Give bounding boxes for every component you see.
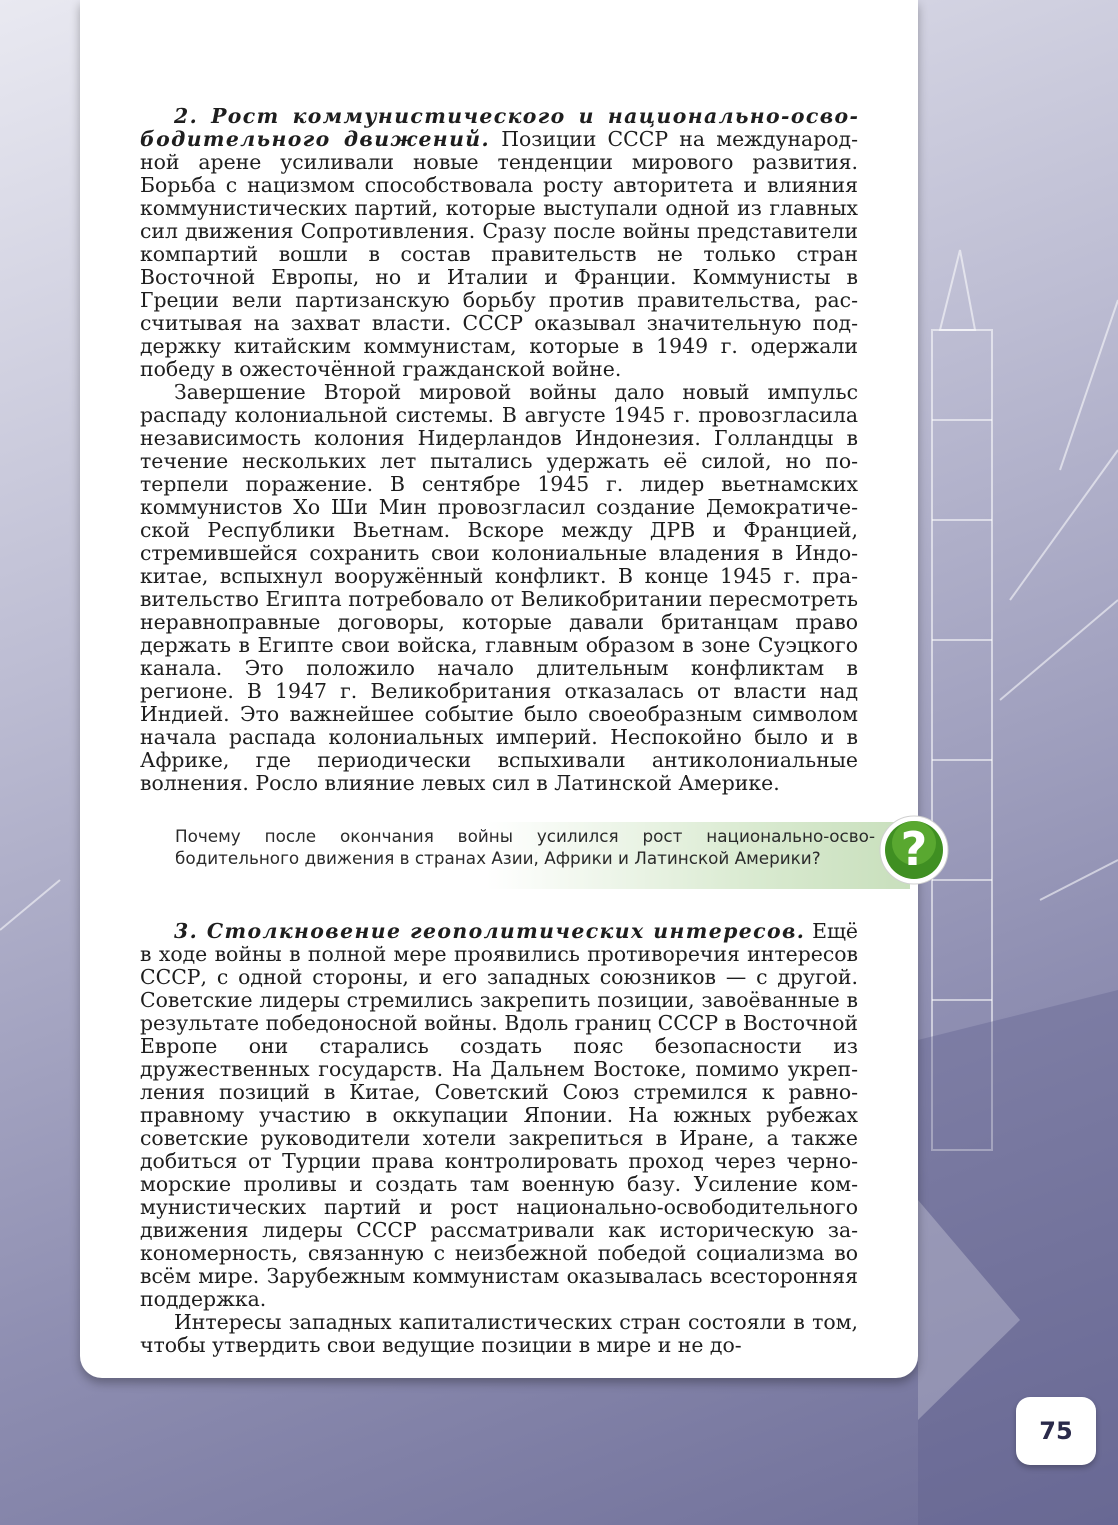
section-3-paragraph-2: Интересы западных капиталистических стран состояли в том, чтобы утвердить свои ведущие позиции в мире и не до- (140, 1310, 858, 1357)
section-3-title: 3. Столкновение геополитических интересов. (174, 919, 806, 943)
question-mark-icon (874, 810, 954, 890)
question-mark-glyph: ? (900, 822, 928, 876)
section-2-paragraph-1 (140, 105, 858, 381)
question-text: Почему после окончания войны усилился рост национально-освободительного движения в странах Азии, Африки и Латинской Америки? (175, 826, 875, 868)
section-3-paragraph-1-body: Ещё в ходе войны в полной мере проявились противоречия интересов СССР, с одной стороны, и его западных союзников — с другой. Советские лидеры стремились закрепить позиции, завоёванные в результате победоносной войны. Вдоль границ СССР в Восточной Европе они старались создать пояс безопасности из дружественных государств. На Дальнем Востоке, помимо укрепления позиций в Китае, Советский Союз стремился к равноправному участию в оккупации Японии. На южных рубежах советские руководители хотели закрепиться в Иране, а также добиться от Турции права контролировать проход через черноморские проливы и создать там военную базу. Усиление коммунистических партий и рост национально-освободительного движения лидеры СССР рассматривали как историческую закономерность, связанную с неизбежной победой социализма во всём мире. Зарубежным коммунистам оказывалась всесторонняя поддержка. (140, 919, 858, 1311)
section-2-paragraph-2: Завершение Второй мировой войны дало новый импульс распаду колониальной системы. В августе 1945 г. провозгласила независимость колония Нидерландов Индонезия. Голландцы в течение нескольких лет пытались удержать её силой, но потерпели поражение. В сентябре 1945 г. лидер вьетнамских коммунистов Хо Ши Мин провозгласил создание Демократической Республики Вьетнам. Вскоре между ДРВ и Францией, стремившейся сохранить свои колониальные владения в Индокитае, вспыхнул вооружённый конфликт. В конце 1945 г. правительство Египта потребовало от Великобритании пересмотреть неравноправные договоры, которые давали британцам право держать в Египте свои войска, главным образом в зоне Суэцкого канала. Это положило начало длительным конфликтам в регионе. В 1947 г. Великобритания отказалась от власти над Индией. Это важнейшее событие было своеобразным символом начала распада колониальных империй. Неспокойно было и в Африке, где периодически вспыхивали антиколониальные волнения. Росло влияние левых сил в Латинской Америке. (140, 380, 858, 795)
page-number: 75 (1016, 1397, 1096, 1465)
section-3-text (140, 920, 858, 1357)
section-2-paragraph-1-body: Позиции СССР на международной арене усиливали новые тенденции мирового развития. Борьба с нацизмом способствовала росту авторитета и влияния коммунистических партий, которые выступали одной из главных сил движения Сопротивления. Сразу после войны представители компартий вошли в состав правительств не только стран Восточной Европы, но и Италии и Франции. Коммунисты в Греции вели партизанскую борьбу против правительства, рассчитывая на захват власти. СССР оказывал значительную поддержку китайским коммунистам, которые в 1949 г. одержали победу в ожесточённой гражданской войне. (140, 127, 858, 381)
section-2-title: 2. Рост коммунистического и национально-освободительного движений. (140, 104, 858, 151)
section-2-text (140, 105, 858, 795)
section-3-paragraph-1 (140, 920, 858, 1311)
